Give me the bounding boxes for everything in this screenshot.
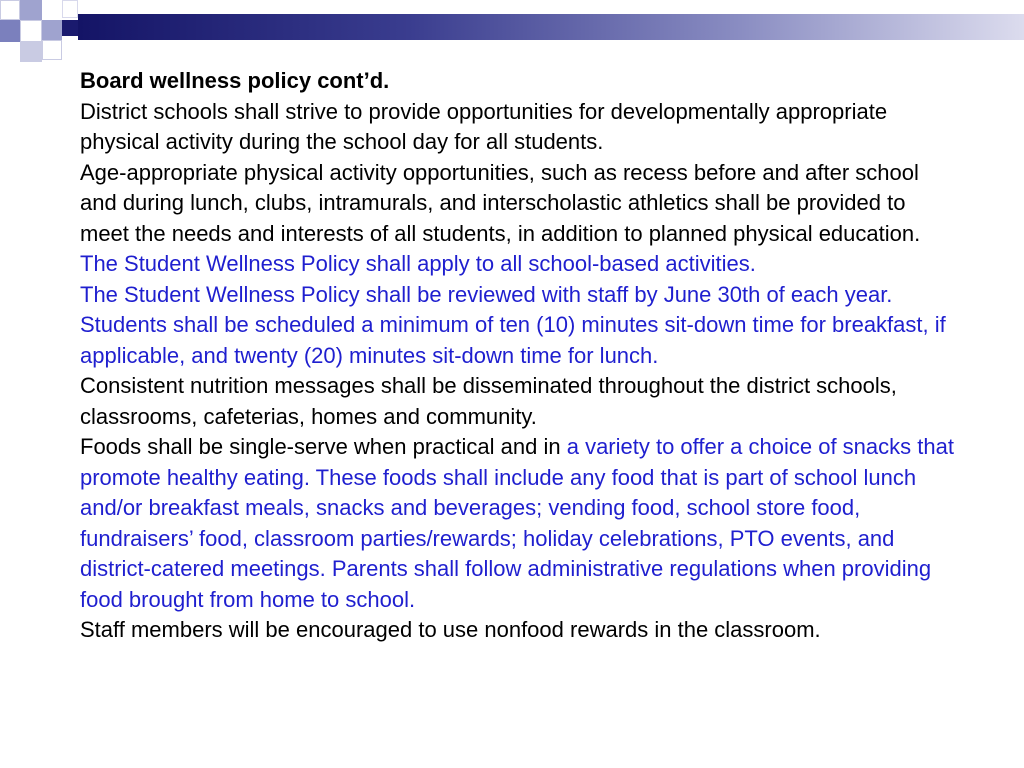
decorative-square bbox=[62, 0, 78, 18]
slide-body bbox=[80, 66, 960, 646]
paragraph-policy-review: The Student Wellness Policy shall be reviewed with staff by June 30th of each year. bbox=[80, 281, 893, 307]
title-banner-bar bbox=[78, 14, 1024, 40]
decorative-square bbox=[20, 0, 42, 20]
paragraph-age-appropriate: Age-appropriate physical activity opportunities, such as recess before and after school and during lunch, clubs, intramurals, and interscholastic athletics shall be provided to meet the needs and interests of all students, in addition to planned physical education. bbox=[80, 159, 921, 246]
paragraph-physical-activity: District schools shall strive to provide opportunities for developmentally appropriate physical activity during the school day for all students. bbox=[80, 98, 888, 154]
decorative-square bbox=[42, 40, 62, 60]
paragraph-nonfood-rewards: Staff members will be encouraged to use nonfood rewards in the classroom. bbox=[80, 617, 821, 642]
decorative-square bbox=[20, 20, 42, 42]
foods-text-black: Foods shall be single-serve when practical and in bbox=[80, 434, 567, 459]
decorative-square bbox=[0, 20, 20, 42]
decorative-square bbox=[62, 20, 78, 36]
decorative-square bbox=[0, 0, 20, 20]
paragraph-foods bbox=[80, 432, 960, 615]
paragraph-nutrition-messages: Consistent nutrition messages shall be disseminated throughout the district schools, classrooms, cafeterias, homes and community. bbox=[80, 373, 897, 429]
slide-heading: Board wellness policy cont’d. bbox=[80, 68, 390, 93]
paragraph-policy-scope: The Student Wellness Policy shall apply to all school-based activities. bbox=[80, 251, 756, 276]
paragraph-meal-time: Students shall be scheduled a minimum of ten (10) minutes sit-down time for breakfast, if applicable, and twenty (20) minutes sit-down time for lunch. bbox=[80, 312, 946, 368]
decorative-square bbox=[42, 20, 62, 40]
decorative-square bbox=[20, 42, 42, 62]
foods-text-blue: a variety to offer a choice of snacks that promote healthy eating. These foods shall include any food that is part of school lunch and/or breakfast meals, snacks and beverages; vending food, school store food, fundraisers’ food, classroom parties/rewards; holiday celebrations, PTO events, and district-catered meetings. Parents shall follow administrative regulations when providing food brought from home to school. bbox=[80, 434, 954, 612]
